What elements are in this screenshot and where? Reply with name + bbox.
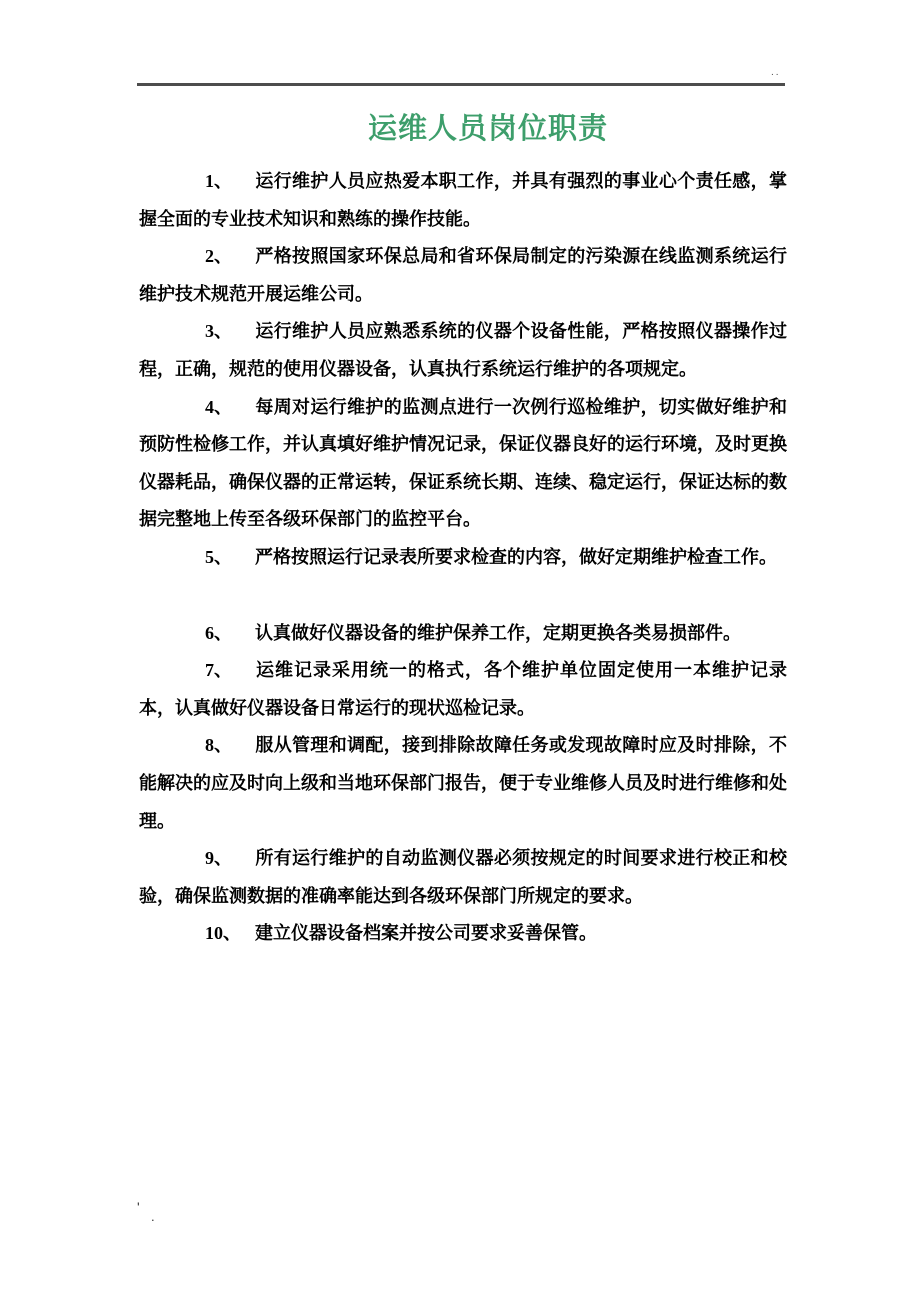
item-number: 6、: [205, 622, 232, 643]
item-number: 5、: [205, 546, 232, 567]
item-text: 运行维护人员应热爱本职工作，并具有强烈的事业心个责任感，掌握全面的专业技术知识和熟练的操作技能。: [139, 171, 787, 229]
item-text: 所有运行维护的自动监测仪器必须按规定的时间要求进行校正和校验，确保监测数据的准确率能达到各级环保部门所规定的要求。: [139, 848, 787, 906]
list-item: [139, 840, 787, 915]
item-number: 7、: [205, 660, 232, 681]
item-text: 建立仪器设备档案并按公司要求妥善保管。: [255, 923, 597, 944]
item-number: 3、: [205, 321, 232, 342]
item-number: 8、: [205, 735, 232, 756]
footer-stray-mark: .: [151, 1209, 155, 1224]
list-item: [139, 539, 787, 577]
item-number: 1、: [205, 171, 232, 191]
item-text: 每周对运行维护的监测点进行一次例行巡检维护，切实做好维护和预防性检修工作，并认真填好维护情况记录，保证仪器良好的运行环境，及时更换仪器耗品，确保仪器的正常运转，保证系统长期、连续、稳定运行，保证达标的数据完整地上传至各级环保部门的监控平台。: [139, 396, 787, 530]
item-number: 2、: [205, 246, 232, 267]
header-divider-line: [137, 83, 785, 86]
list-item: [139, 238, 787, 313]
list-item: [139, 163, 787, 238]
item-text: 运行维护人员应熟悉系统的仪器个设备性能，严格按照仪器操作过程，正确，规范的使用仪器设备，认真执行系统运行维护的各项规定。: [139, 321, 787, 379]
list-item: [139, 615, 787, 653]
list-item: [139, 727, 787, 840]
list-item: [139, 389, 787, 539]
item-number: 4、: [205, 396, 232, 417]
item-text: 认真做好仪器设备的维护保养工作，定期更换各类易损部件。: [255, 622, 741, 643]
item-text: 服从管理和调配，接到排除故障任务或发现故障时应及时排除，不能解决的应及时向上级和当地环保部门报告，便于专业维修人员及时进行维修和处理。: [139, 735, 787, 831]
list-item: [139, 652, 787, 727]
page-title: 运维人员岗位职责: [367, 113, 608, 145]
item-text: 严格按照国家环保总局和省环保局制定的污染源在线监测系统运行维护技术规范开展运维公司。: [139, 246, 787, 304]
footer-stray-mark: ': [137, 1199, 140, 1215]
item-number: 10、: [205, 923, 241, 944]
document-body: [139, 163, 787, 953]
item-number: 9、: [205, 848, 232, 869]
item-text: 运维记录采用统一的格式，各个维护单位固定使用一本维护记录本，认真做好仪器设备日常运行的现状巡检记录。: [139, 660, 787, 718]
item-text: 严格按照运行记录表所要求检查的内容，做好定期维护检查工作。: [255, 546, 777, 567]
list-item: [139, 915, 787, 953]
list-item: [139, 313, 787, 388]
header-stray-marks: ..: [771, 67, 781, 78]
